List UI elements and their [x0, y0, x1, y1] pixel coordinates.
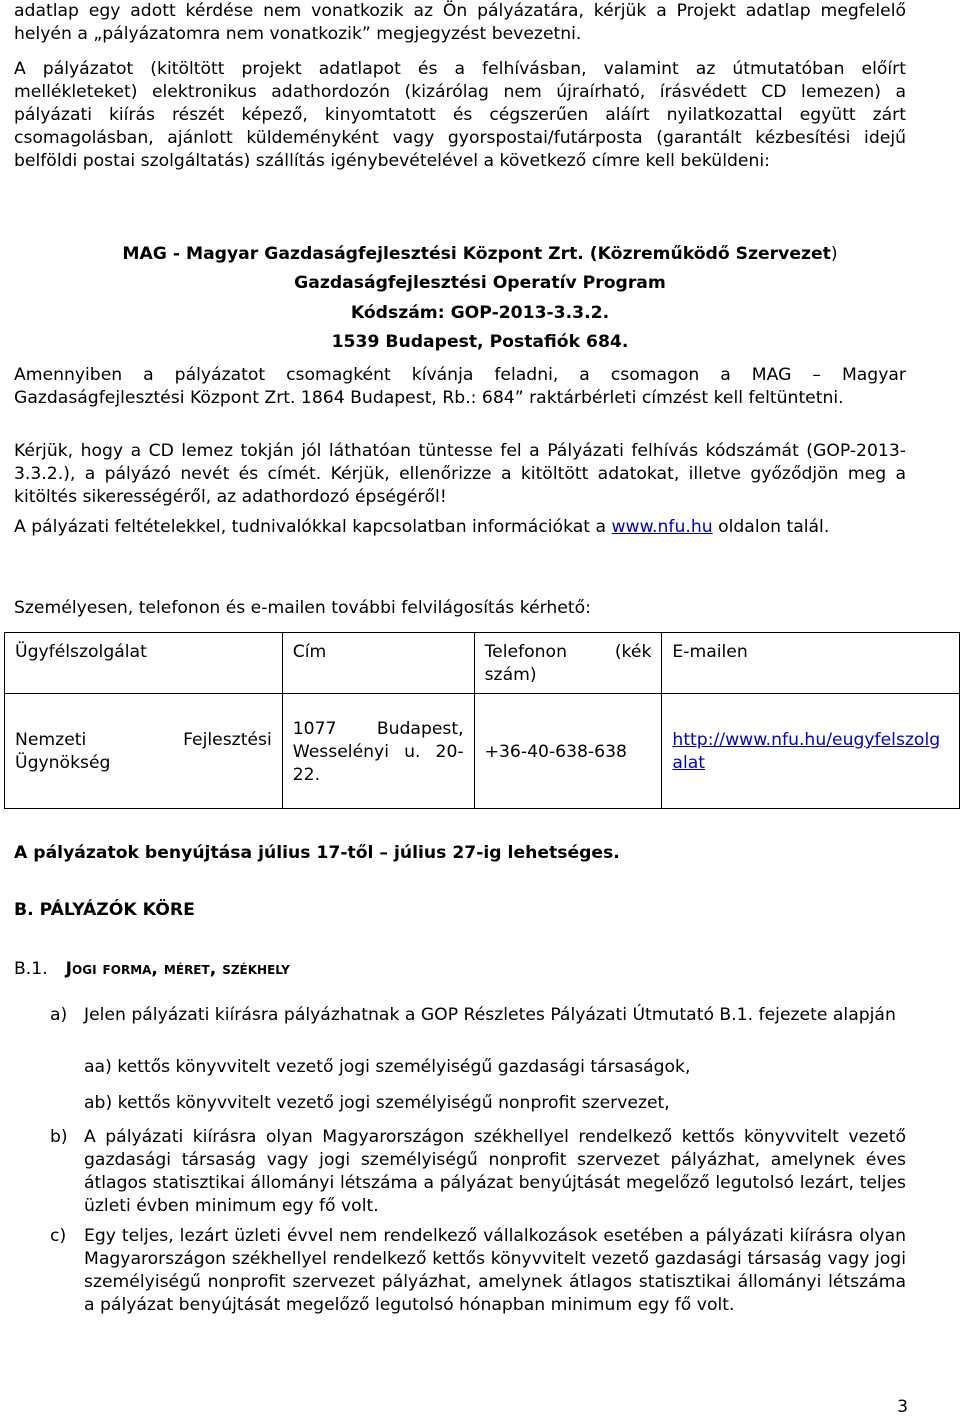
contact-table [4, 632, 960, 809]
sub-item-ab: ab) kettős könyvvitelt vezető jogi személyiségű nonprofit szervezet, [84, 1093, 670, 1113]
list-item-text: A pályázati kiírásra olyan Magyarországon székhellyel rendelkező kettős könyvvitelt vezető gazdasági társaság vagy jogi személyiségű nonprofit szervezet pályázhat, amelynek éves átlagos statisztikai állományi létszáma a pályázat benyújtását megelőző legutolsó lezárt, teljes üzleti évben minimum egy fő volt. [84, 1127, 906, 1216]
header-cell: Cím [282, 633, 474, 694]
submission-paragraph: A pályázatot (kitöltött projekt adatlapot és a felhívásban, valamint az útmutatóban előírt mellékleteket) elektronikus adathordozón (kizárólag nem újraírható, írásvédett CD lemezen) a pályázati kiírás részét képező, kinyomtatott és cégszerűen aláírt nyilatkozattal együtt zárt csomagolásban, ajánlott küldeményként vagy gyorspostai/futárposta (garantált kézbesítési idejű belföldi postai szolgáltatás) szállítás igénybevételével a következő címre kell beküldeni: [14, 59, 906, 171]
section-b-title: B. PÁLYÁZÓK KÖRE [14, 900, 195, 920]
address-line-1 [0, 243, 960, 266]
address-line-1-end: ) [830, 244, 838, 264]
info-text: A pályázati feltételekkel, tudnivalókkal kapcsolatban információkat a [14, 517, 612, 537]
nfu-link[interactable]: www.nfu.hu [611, 517, 713, 537]
address-cell: 1077 Budapest, Wesselényi u. 20-22. [282, 694, 474, 809]
email-cell [662, 694, 960, 809]
list-item-text: Egy teljes, lezárt üzleti évvel nem rendelkező vállalkozások esetében a pályázati kiírásra olyan Magyarországon székhellyel rendelkező kettős könyvvitelt vezető gazdasági társaság vagy jogi személyiségű nonprofit szervezet pályázhat, amelynek átlagos statisztikai állományi létszáma a pályázat benyújtását megelőző legutolsó hónapban minimum egy fő volt. [84, 1226, 906, 1315]
table-header-row [5, 633, 960, 694]
sub-item-aa: aa) kettős könyvvitelt vezető jogi személyiségű gazdasági társaságok, [84, 1057, 691, 1077]
header-cell: Ügyfélszolgálat [5, 633, 283, 694]
list-item-label: c) [50, 1226, 67, 1246]
package-paragraph: Amennyiben a pályázatot csomagként kívánja feladni, a csomagon a MAG – Magyar Gazdaságfejlesztési Központ Zrt. 1864 Budapest, Rb.: 684” raktárbérleti címzést kell feltüntetni. [14, 365, 906, 408]
header-cell: Telefonon (kék szám) [474, 633, 662, 694]
info-paragraph [14, 516, 906, 539]
page-number: 3 [897, 1397, 908, 1417]
header-cell: E-mailen [662, 633, 960, 694]
table-row [5, 694, 960, 809]
list-item-label: b) [50, 1127, 68, 1147]
list-item-label: a) [50, 1005, 68, 1025]
section-b1-heading [14, 958, 290, 981]
address-line-4: 1539 Budapest, Postafiók 684. [331, 332, 629, 352]
address-line-3: Kódszám: GOP-2013-3.3.2. [350, 303, 610, 323]
email-link[interactable]: http://www.nfu.hu/eugyfelszolgalat [672, 730, 941, 773]
address-line-2: Gazdaságfejlesztési Operatív Program [294, 273, 666, 293]
list-item-a [50, 1004, 906, 1027]
list-item-b [50, 1126, 906, 1218]
contact-intro: Személyesen, telefonon és e-mailen további felvilágosítás kérhető: [14, 598, 591, 618]
org-cell: Nemzeti Fejlesztési Ügynökség [5, 694, 283, 809]
section-b1-title: Jogi forma, méret, székhely [65, 959, 290, 979]
deadline-text: A pályázatok benyújtása július 17-től – július 27-ig lehetséges. [14, 843, 620, 863]
intro-continued-paragraph: adatlap egy adott kérdése nem vonatkozik az Ön pályázatára, kérjük a Projekt adatlap megfelelő helyén a „pályázatomra nem vonatkozik” megjegyzést bevezetni. [14, 1, 906, 44]
section-b1-number: B.1. [14, 959, 48, 979]
list-item-text: Jelen pályázati kiírásra pályázhatnak a GOP Részletes Pályázati Útmutató B.1. fejezete alapján [84, 1005, 896, 1025]
cd-paragraph: Kérjük, hogy a CD lemez tokján jól láthatóan tüntesse fel a Pályázati felhívás kódszámát (GOP-2013-3.3.2.), a pályázó nevét és címét. Kérjük, ellenőrizze a kitöltött adatokat, illetve győződjön meg a kitöltés sikerességéről, az adathordozó épségéről! [14, 441, 906, 507]
list-item-c [50, 1225, 906, 1317]
address-organization: MAG - Magyar Gazdaságfejlesztési Központ Zrt. (Közreműködő Szervezet [122, 244, 831, 264]
phone-cell: +36-40-638-638 [474, 694, 662, 809]
info-text-end: oldalon talál. [712, 517, 830, 537]
